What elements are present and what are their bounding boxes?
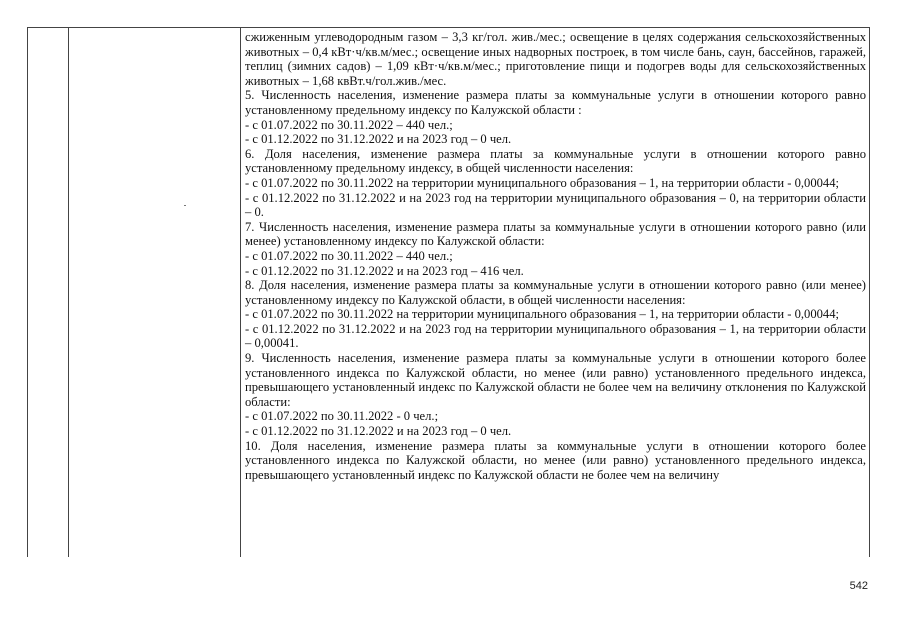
document-table — [27, 27, 870, 557]
list-item: - с 01.12.2022 по 31.12.2022 и на 2023 год – 0 чел. — [245, 132, 512, 147]
paragraph-item-10: 10. Доля населения, изменение размера платы за коммунальные услуги в отношении которого более установленного индекса по Калужской области, но менее (или равно) установленного предельного индекса, превышающего установленный индекс по Калужской области не более чем на величину — [245, 438, 866, 482]
paragraph-item-8: 8. Доля населения, изменение размера платы за коммунальные услуги в отношении которого равно (или менее) установленному индексу по Калужской области, в общей численности населения: — [245, 278, 866, 307]
list-item: - с 01.07.2022 по 30.11.2022 - 0 чел.; — [245, 409, 439, 424]
scan-speck — [184, 205, 186, 206]
list-item: - с 01.07.2022 по 30.11.2022 на территории муниципального образования – 1, на территории области - 0,00044; — [245, 307, 840, 322]
paragraph-item-6: 6. Доля населения, изменение размера платы за коммунальные услуги в отношении которого равно установленному предельному индексу, в общей численности населения: — [245, 146, 866, 176]
list-item: - с 01.12.2022 по 31.12.2022 и на 2023 год на территории муниципального образования – 1, на территории области – 0,00041. — [245, 321, 866, 351]
list-item: - с 01.12.2022 по 31.12.2022 и на 2023 год на территории муниципального образования – 0, на территории области – 0. — [245, 190, 866, 220]
text-cell — [245, 30, 866, 482]
paragraph-continuation: сжиженным углеводородным газом – 3,3 кг/гол. жив./мес.; освещение в целях содержания сельскохозяйственных животных – 0,4 кВт·ч/кв.м/мес.; освещение иных надворных построек, в том числе бань, саун, бассейнов, гаражей, теплиц (зимних садов) – 1,09 кВт·ч/кв.м/мес.; приготовление пищи и подогрев воды для сельскохозяйственных животных – 1,68 квВт.ч/гол.жив./мес. — [245, 30, 866, 88]
page-number: 542 — [849, 580, 868, 592]
paragraph-item-9: 9. Численность населения, изменение размера платы за коммунальные услуги в отношении которого более установленного индекса по Калужской области, но менее (или равно) установленного предельного индекса, превышающего установленный индекс по Калужской области не более чем на величину отклонения по Калужской области: — [245, 351, 866, 409]
list-item: - с 01.12.2022 по 31.12.2022 и на 2023 год – 416 чел. — [245, 263, 524, 278]
list-item: - с 01.07.2022 по 30.11.2022 – 440 чел.; — [245, 117, 453, 132]
paragraph-item-7: 7. Численность населения, изменение размера платы за коммунальные услуги в отношении которого равно (или менее) установленному индексу по Калужской области: — [245, 219, 866, 249]
list-item: - с 01.07.2022 по 30.11.2022 на территории муниципального образования – 1, на территории области - 0,00044; — [245, 175, 840, 190]
paragraph-item-5: 5. Численность населения, изменение размера платы за коммунальные услуги в отношении которого равно установленному предельному индексу по Калужской области : — [245, 88, 866, 117]
column-divider — [68, 28, 69, 557]
column-divider — [240, 28, 241, 557]
list-item: - с 01.07.2022 по 30.11.2022 – 440 чел.; — [245, 248, 453, 263]
list-item: - с 01.12.2022 по 31.12.2022 и на 2023 год – 0 чел. — [245, 424, 512, 439]
